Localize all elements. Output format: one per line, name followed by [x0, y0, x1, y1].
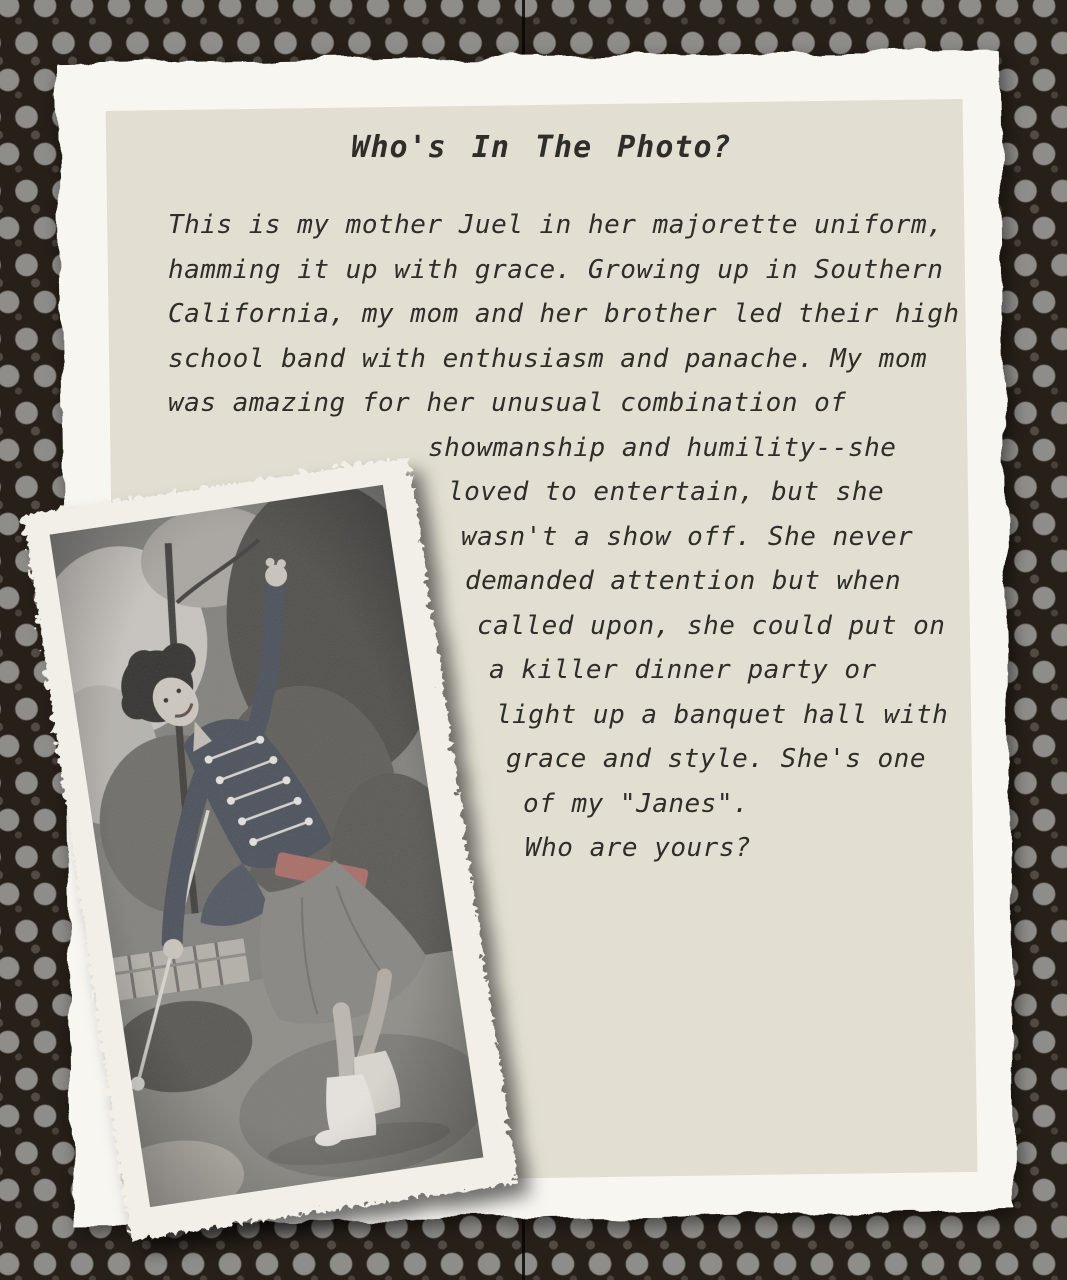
story-line: Who are yours?: [525, 833, 752, 863]
page-title: Who's In The Photo?: [351, 130, 732, 165]
story-line: light up a banquet hall with: [496, 699, 949, 730]
story-line: hamming it up with grace. Growing up in Southern: [168, 254, 944, 285]
story-line: grace and style. She's one: [506, 744, 926, 774]
story-line: called upon, she could put on: [477, 610, 946, 641]
story-line: was amazing for her unusual combination of: [168, 388, 847, 418]
story-line: a killer dinner party or: [489, 655, 877, 685]
story-line: showmanship and humility--she: [428, 432, 897, 463]
story-line: wasn't a show off. She never: [461, 521, 914, 552]
story-line: This is my mother Juel in her majorette uniform,: [168, 210, 944, 240]
story-line: of my "Janes".: [523, 788, 750, 819]
story-line: demanded attention but when: [465, 566, 902, 596]
story-line: California, my mom and her brother led their high: [168, 299, 960, 329]
story-line: loved to entertain, but she: [448, 477, 885, 507]
story-line: school band with enthusiasm and panache. My mom: [168, 343, 928, 374]
